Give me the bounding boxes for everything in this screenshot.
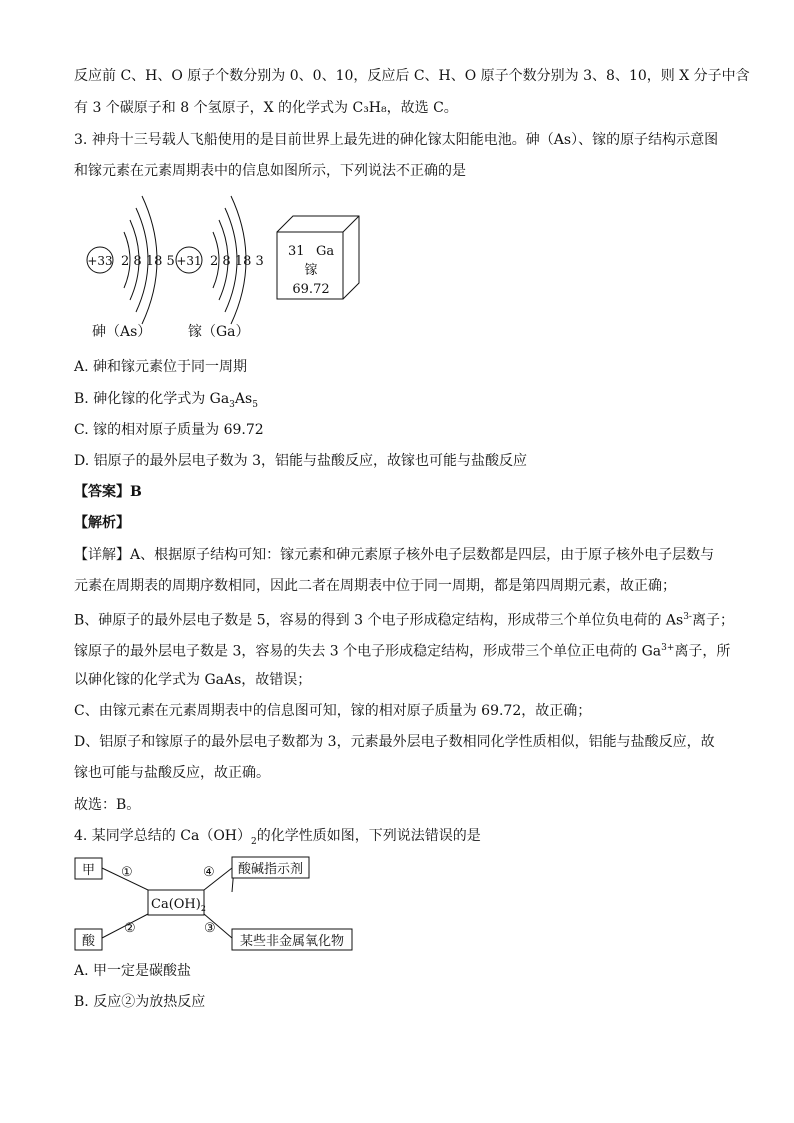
option-c: C. 镓的相对原子质量为 69.72 (74, 422, 264, 438)
atomic-mass: 69.72 (292, 282, 330, 297)
svg-text:酸碱指示剂: 酸碱指示剂 (237, 862, 304, 877)
q4-option-b: B. 反应②为放热反应 (74, 994, 206, 1010)
nucleus-charge: +31 (176, 254, 202, 268)
box-jia (75, 858, 102, 879)
conclusion-line: 故选：B。 (74, 797, 141, 813)
calcium-hydroxide-diagram (74, 852, 364, 954)
reaction-number: ① (121, 865, 133, 880)
svg-text:Ca(OH)2: $Ca(OH)_2$ (151, 897, 206, 913)
explanation-line: B、砷原子的最外层电子数是 5，容易的得到 3 个电子形成稳定结构，形成带三个单位负电荷的 $As^{3-}$离子； (74, 612, 734, 629)
text-line: 反应前 C、H、O 原子个数分别为 0、0、10，反应后 C、H、O 原子个数分别为 3、8、10，则 X 分子中含 (74, 68, 750, 84)
explanation-line: 以砷化镓的化学式为 GaAs，故错误； (74, 672, 312, 688)
explanation-line: 元素在周期表的周期序数相同，因此二者在周期表中位于同一周期，都是第四周期元素，故正确； (74, 578, 676, 594)
electron-shells: 2 8 18 5 (121, 254, 175, 269)
box-nonmetal-oxides (232, 929, 352, 950)
electron-shells: 2 8 18 3 (210, 254, 264, 269)
option-a: A. 砷和镓元素位于同一周期 (74, 359, 248, 375)
element-symbol: Ga (316, 244, 335, 259)
explanation-line: 【详解】A、根据原子结构可知：镓元素和砷元素原子核外电子层数都是四层，由于原子核外电子层数与 (74, 547, 715, 563)
explanation-line: 镓也可能与盐酸反应，故正确。 (74, 765, 270, 781)
box-acid-base-indicator (232, 857, 309, 878)
atom-label: 砷（As） (92, 324, 152, 340)
reaction-number: ② (124, 921, 136, 936)
nucleus-charge: +33 (87, 254, 113, 268)
atom-structure-figure (74, 192, 394, 347)
gallium-atom-diagram (176, 196, 264, 340)
box-calcium-hydroxide (148, 890, 206, 915)
explanation-line: 镓原子的最外层电子数是 3，容易的失去 3 个电子形成稳定结构，形成带三个单位正电荷的 $Ga^{3+}$离子，所 (74, 643, 731, 660)
question-4-stem: 4. 某同学总结的 $Ca(OH)_2$的化学性质如图，下列说法错误的是 (74, 828, 481, 847)
svg-text:甲: 甲 (81, 863, 96, 878)
option-b: B. 砷化镓的化学式为 $Ga_3As_5$ (74, 391, 258, 410)
periodic-table-cell (277, 216, 359, 299)
analysis-label: 【解析】 (74, 515, 130, 531)
question-3-stem: 3. 神舟十三号载人飞船使用的是目前世界上最先进的砷化镓太阳能电池。砷（As）、镓的原子结构示意图 (74, 132, 719, 148)
svg-text:酸: 酸 (81, 934, 96, 949)
arsenic-atom-diagram (87, 196, 175, 340)
atomic-number: 31 (288, 244, 305, 259)
explanation-line: C、由镓元素在元素周期表中的信息图可知，镓的相对原子质量为 69.72，故正确； (74, 703, 592, 719)
atom-label: 镓（Ga） (188, 324, 250, 340)
reaction-number: ③ (204, 921, 216, 936)
element-name: 镓 (304, 263, 318, 278)
explanation-line: D、铝原子和镓原子的最外层电子数都为 3，元素最外层电子数相同化学性质相似，铝能与盐酸反应，故 (74, 734, 715, 750)
reaction-number: ④ (203, 865, 215, 880)
q4-option-a: A. 甲一定是碳酸盐 (74, 963, 192, 979)
answer-label: 【答案】B (74, 484, 142, 500)
text-line: 有 3 个碳原子和 8 个氢原子，X 的化学式为 C₃H₈，故选 C。 (74, 100, 458, 116)
box-acid (75, 929, 102, 950)
svg-text:某些非金属氧化物: 某些非金属氧化物 (239, 934, 345, 949)
question-3-stem: 和镓元素在元素周期表中的信息如图所示，下列说法不正确的是 (74, 163, 466, 179)
option-d: D. 铝原子的最外层电子数为 3，铝能与盐酸反应，故镓也可能与盐酸反应 (74, 453, 527, 469)
